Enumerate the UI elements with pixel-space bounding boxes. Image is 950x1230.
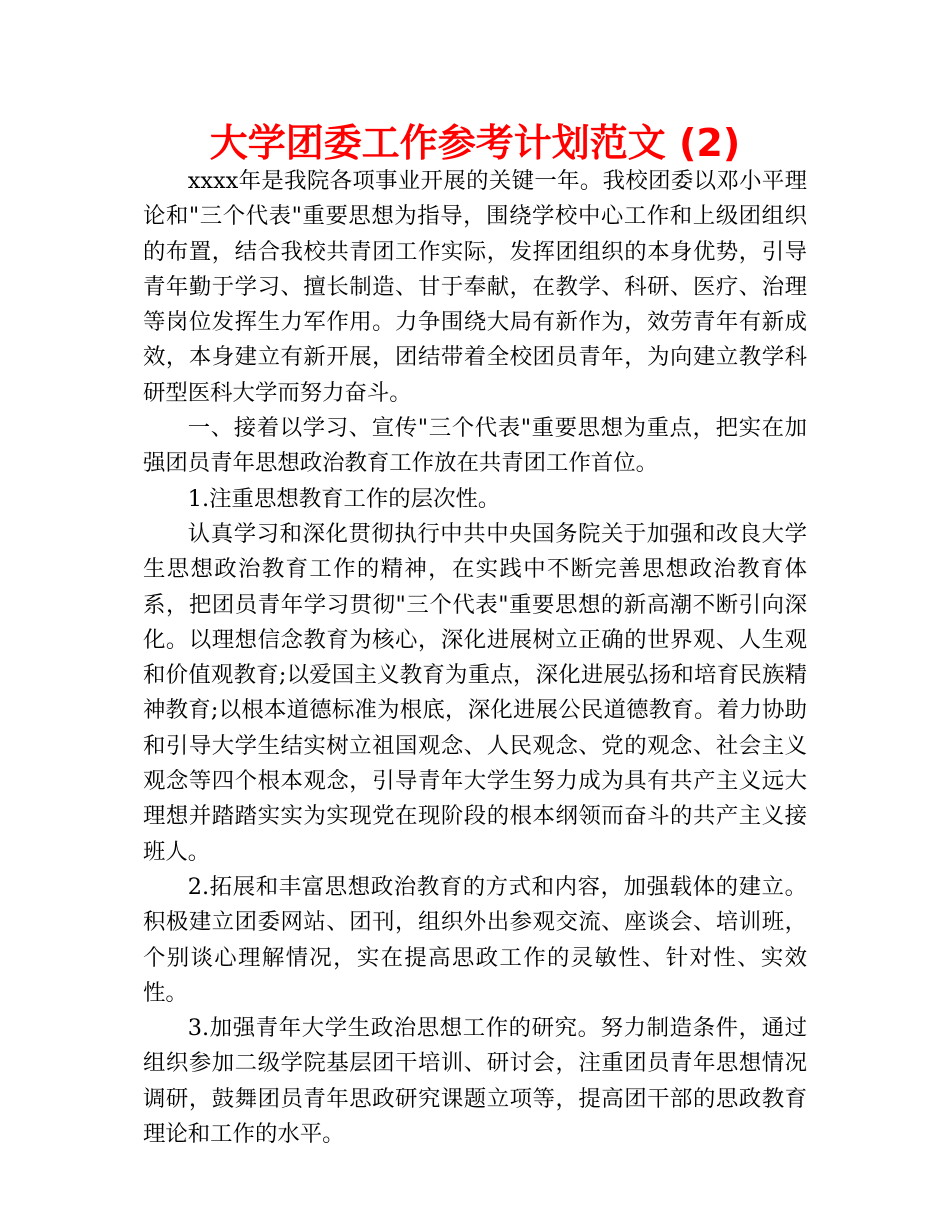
paragraph-item-1-body: 认真学习和深化贯彻执行中共中央国务院关于加强和改良大学生思想政治教育工作的精神，在实践中不断完善思想政治教育体系，把团员青年学习贯彻"三个代表"重要思想的新高潮不断引向深化。以理想信念教育为核心，深化进展树立正确的世界观、人生观和价值观教育;以爱国主义教育为重点，深化进展弘扬和培育民族精神教育;以根本道德标准为根底，深化进展公民道德教育。着力协助和引导大学生结实树立祖国观念、人民观念、党的观念、社会主义观念等四个根本观念，引导青年大学生努力成为具有共产主义远大理想并踏踏实实为实现党在现阶段的根本纲领而奋斗的共产主义接班人。 — [143, 520, 807, 865]
paragraph-section-one-heading: 一、接着以学习、宣传"三个代表"重要思想为重点，把实在加强团员青年思想政治教育工作放在共青团工作首位。 — [143, 415, 807, 477]
document-body — [143, 164, 807, 1152]
paragraph-item-2: 2.拓展和丰富思想政治教育的方式和内容，加强载体的建立。积极建立团委网站、团刊，组织外出参观交流、座谈会、培训班，个别谈心理解情况，实在提高思政工作的灵敏性、针对性、实效性。 — [143, 873, 807, 1006]
document-title: 大学团委工作参考计划范文 (2) — [209, 121, 741, 165]
paragraph-intro: xxxx年是我院各项事业开展的关键一年。我校团委以邓小平理论和"三个代表"重要思想为指导，围绕学校中心工作和上级团组织的布置，结合我校共青团工作实际，发挥团组织的本身优势，引导青年勤于学习、擅长制造、甘于奉献，在教学、科研、医疗、治理等岗位发挥生力军作用。力争围绕大局有新作为，效劳青年有新成效，本身建立有新开展，团结带着全校团员青年，为向建立教学科研型医科大学而努力奋斗。 — [143, 168, 807, 406]
paragraph-item-3: 3.加强青年大学生政治思想工作的研究。努力制造条件，通过组织参加二级学院基层团干培训、研讨会，注重团员青年思想情况调研，鼓舞团员青年思政研究课题立项等，提高团干部的思政教育理论和工作的水平。 — [143, 1015, 807, 1148]
paragraph-item-1-heading: 1.注重思想教育工作的层次性。 — [187, 485, 501, 512]
